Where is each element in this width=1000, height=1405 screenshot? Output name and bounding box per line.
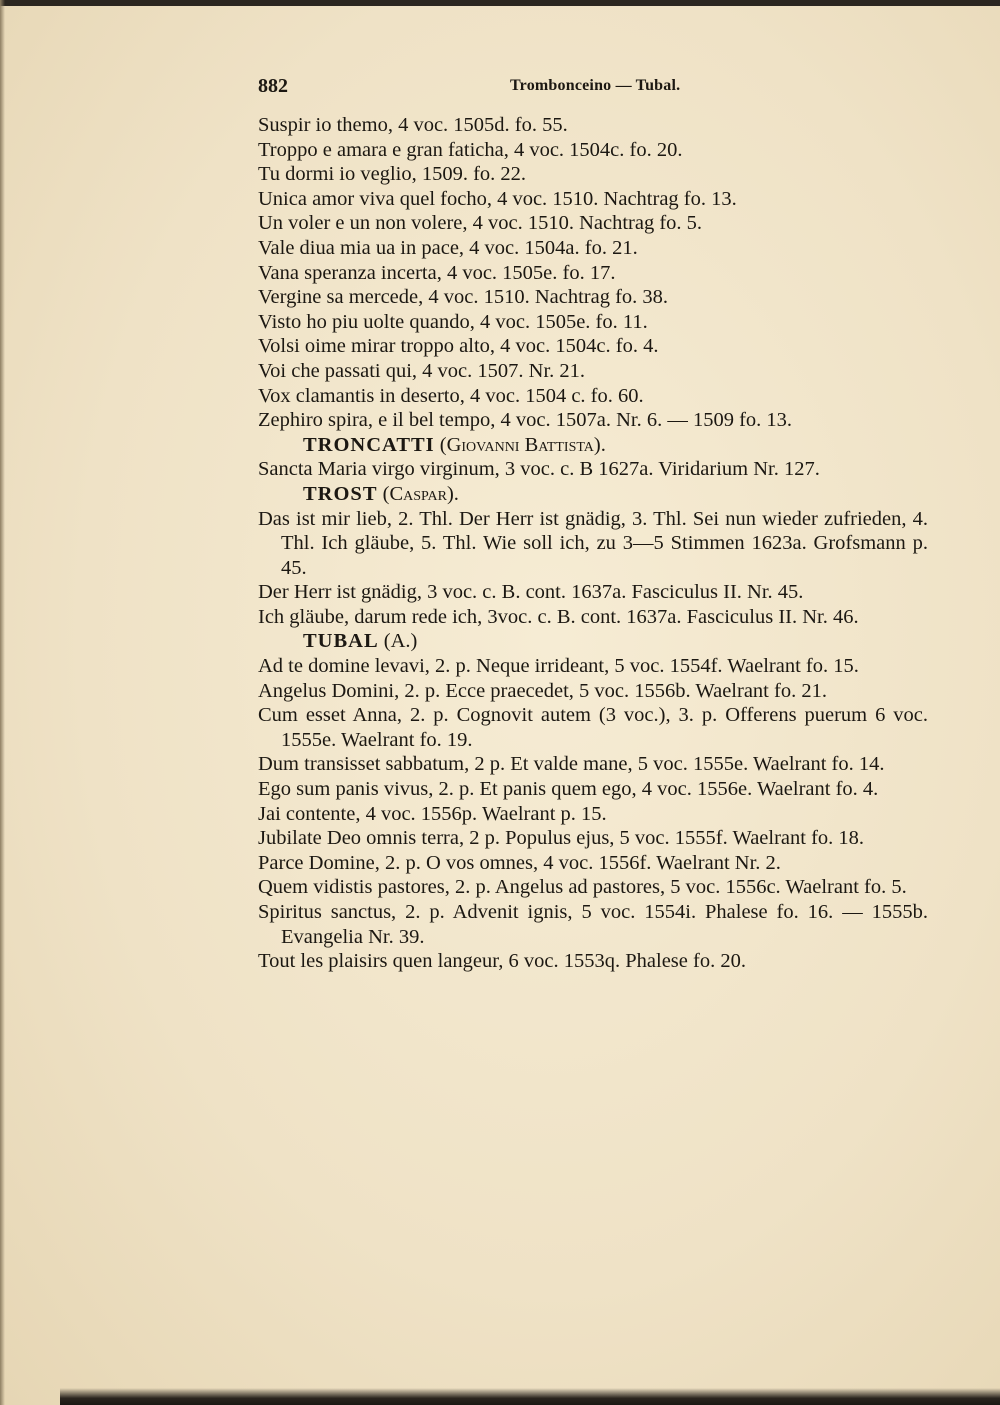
- composer-surname: TUBAL: [303, 630, 379, 653]
- page-top-edge-shadow: [0, 0, 1000, 6]
- composer-heading: [258, 482, 928, 507]
- composer-surname: TRONCATTI: [303, 433, 435, 456]
- catalogue-entry: Un voler e un non volere, 4 voc. 1510. Nachtrag fo. 5.: [258, 212, 703, 235]
- catalogue-entry: Tout les plaisirs quen langeur, 6 voc. 1553q. Phalese fo. 20.: [258, 950, 746, 973]
- catalogue-entry: Voi che passati qui, 4 voc. 1507. Nr. 21.: [258, 359, 586, 382]
- catalogue-entries: [258, 113, 928, 974]
- catalogue-entry: Vergine sa mercede, 4 voc. 1510. Nachtrag fo. 38.: [258, 286, 669, 309]
- catalogue-entry: Spiritus sanctus, 2. p. Advenit ignis, 5 voc. 1554i. Phalese fo. 16. — 1555b. Evangelia Nr. 39.: [258, 901, 928, 948]
- catalogue-entry: Sancta Maria virgo virginum, 3 voc. c. B 1627a. Viridarium Nr. 127.: [258, 458, 820, 481]
- catalogue-entry: Quem vidistis pastores, 2. p. Angelus ad pastores, 5 voc. 1556c. Waelrant fo. 5.: [258, 876, 907, 899]
- composer-surname: TROST: [303, 482, 378, 505]
- page-bottom-edge-shadow: [60, 1388, 1000, 1405]
- page-number: 882: [258, 75, 288, 97]
- composer-given-name: (A.): [383, 630, 418, 653]
- catalogue-entry: Troppo e amara e gran faticha, 4 voc. 1504c. fo. 20.: [258, 138, 683, 161]
- catalogue-entry: Dum transisset sabbatum, 2 p. Et valde mane, 5 voc. 1555e. Waelrant fo. 14.: [258, 753, 885, 776]
- composer-given-name: (Caspar).: [382, 482, 459, 505]
- catalogue-entry: Tu dormi io veglio, 1509. fo. 22.: [258, 163, 527, 186]
- catalogue-entry: Zephiro spira, e il bel tempo, 4 voc. 1507a. Nr. 6. — 1509 fo. 13.: [258, 409, 793, 432]
- catalogue-entry: Volsi oime mirar troppo alto, 4 voc. 1504c. fo. 4.: [258, 335, 659, 358]
- catalogue-entry: Ich gläube, darum rede ich, 3voc. c. B. cont. 1637a. Fasciculus II. Nr. 46.: [258, 605, 859, 628]
- catalogue-entry: Das ist mir lieb, 2. Thl. Der Herr ist gnädig, 3. Thl. Sei nun wieder zufrieden, 4. Thl. Ich gläube, 5. Thl. Wie soll ich, zu 3—5 Stimmen 1623a. Grofsmann p. 45.: [258, 507, 928, 579]
- page-left-edge-shadow: [0, 0, 5, 1405]
- composer-given-name: (Giovanni Battista).: [439, 433, 606, 456]
- catalogue-entry: Der Herr ist gnädig, 3 voc. c. B. cont. 1637a. Fasciculus II. Nr. 45.: [258, 581, 804, 604]
- catalogue-entry: Vana speranza incerta, 4 voc. 1505e. fo. 17.: [258, 261, 616, 284]
- running-head: Trombonceino — Tubal.: [510, 77, 681, 94]
- catalogue-entry: Ego sum panis vivus, 2. p. Et panis quem ego, 4 voc. 1556e. Waelrant fo. 4.: [258, 778, 879, 801]
- catalogue-entry: Parce Domine, 2. p. O vos omnes, 4 voc. 1556f. Waelrant Nr. 2.: [258, 851, 781, 874]
- catalogue-entry: Cum esset Anna, 2. p. Cognovit autem (3 voc.), 3. p. Offerens puerum 6 voc. 1555e. Waelrant fo. 19.: [258, 704, 928, 751]
- composer-heading: [258, 629, 928, 654]
- catalogue-entry: Unica amor viva quel focho, 4 voc. 1510. Nachtrag fo. 13.: [258, 187, 737, 210]
- catalogue-entry: Suspir io themo, 4 voc. 1505d. fo. 55.: [258, 114, 568, 136]
- catalogue-entry: Jai contente, 4 voc. 1556p. Waelrant p. 15.: [258, 802, 607, 825]
- catalogue-entry: Angelus Domini, 2. p. Ecce praecedet, 5 voc. 1556b. Waelrant fo. 21.: [258, 679, 827, 702]
- page-header: [258, 75, 928, 101]
- catalogue-entry: Vale diua mia ua in pace, 4 voc. 1504a. fo. 21.: [258, 236, 638, 259]
- composer-heading: [258, 433, 928, 458]
- catalogue-entry: Visto ho piu uolte quando, 4 voc. 1505e. fo. 11.: [258, 310, 648, 333]
- catalogue-entry: Ad te domine levavi, 2. p. Neque irrideant, 5 voc. 1554f. Waelrant fo. 15.: [258, 655, 859, 678]
- catalogue-entry: Vox clamantis in deserto, 4 voc. 1504 c. fo. 60.: [258, 384, 644, 407]
- catalogue-entry: Jubilate Deo omnis terra, 2 p. Populus ejus, 5 voc. 1555f. Waelrant fo. 18.: [258, 827, 865, 850]
